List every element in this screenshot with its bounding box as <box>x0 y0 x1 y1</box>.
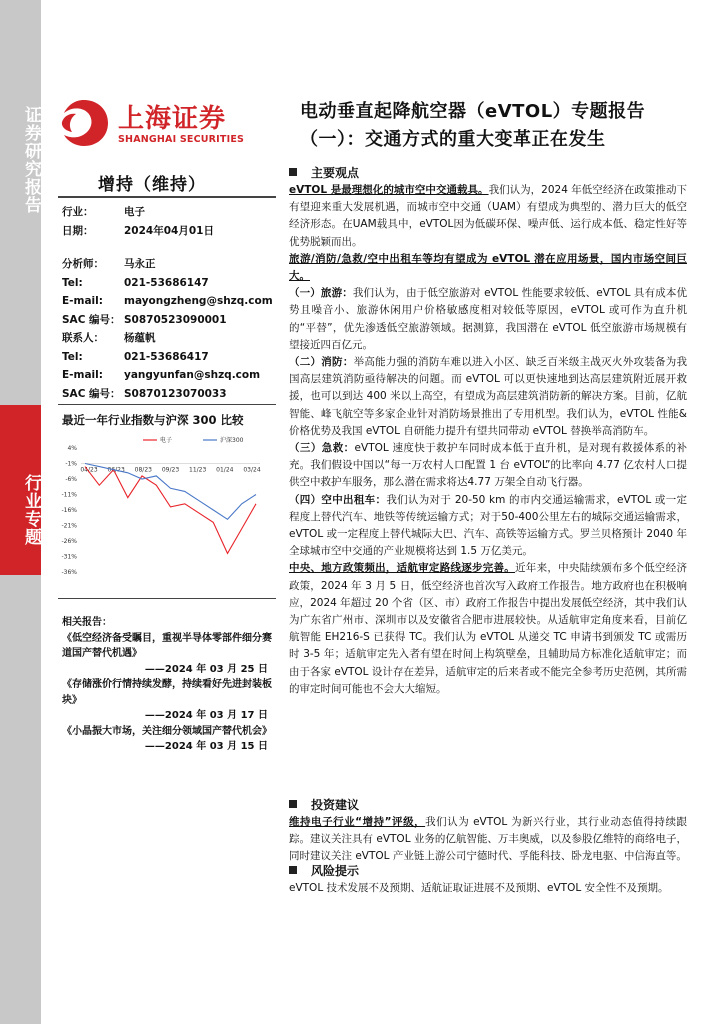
para-2: 旅游/消防/急救/空中出租车等均有望成为 eVTOL 潜在应用场景，国内市场空间巨大。 <box>289 252 687 283</box>
meta-tel-2: Tel: 021-53686417 <box>62 350 209 363</box>
para-firefighting: （二）消防：举高能力强的消防车难以进入小区、缺乏百米级主战灭火外攻装备为我国高层建筑消防亟待解决的问题。而 eVTOL 可以更快速地到达高层建筑附近展开救援，也可以到达 400 米以上高空，有望成为高层建筑消防新的解决方案。目前，亿航智能、峰飞航空等多家企业针对消防场景推出了专用机型。我们认为，eVTOL 性能&价格优势及我国 eVTOL 自研能力提升有望共同带动 eVTOL 替换举高消防车。 <box>289 356 688 437</box>
industry-rating: 增持（维持） <box>98 175 206 195</box>
x-tick-label: 04/23 <box>80 466 98 474</box>
y-tick-label: -11% <box>61 491 77 499</box>
risk-body <box>289 880 687 897</box>
meta-contact: 联系人： 杨蕴帆 <box>62 332 156 344</box>
related-report-1[interactable]: 《低空经济备受瞩目，重视半导体零部件细分赛道国产替代机遇》 <box>62 632 272 659</box>
meta-sac-2: SAC 编号： S0870123070033 <box>62 387 227 400</box>
invest-body <box>289 814 687 866</box>
section-invest-head: 投资建议 <box>289 796 359 813</box>
para-tourism: （一）旅游：我们认为，由于低空旅游对 eVTOL 性能要求较低、eVTOL 具有成本优势且噪音小、旅游休闲用户价格敏感度相对较低等原因，eVTOL 或可作为直升机的“平替”，优先渗透低空旅游领域。据测算，我国潜在 eVTOL 低空旅游市场规模有望接近四百亿元。 <box>289 287 687 351</box>
meta-tel-1: Tel: 021-53686147 <box>62 276 209 289</box>
bullet-square-icon <box>289 866 297 874</box>
y-tick-label: -21% <box>61 522 77 530</box>
meta-industry: 行业： 电子 <box>62 206 145 218</box>
y-tick-label: 4% <box>67 445 77 452</box>
x-tick-label: 06/23 <box>107 466 125 474</box>
meta-date: 日期： 2024年04月01日 <box>62 224 214 237</box>
meta-email-1: E-mail: mayongzheng@shzq.com <box>62 295 273 307</box>
x-tick-label: 08/23 <box>134 466 152 474</box>
y-tick-label: -6% <box>65 476 77 483</box>
para-policy: 中央、地方政策频出，适航审定路线逐步完善。近年来，中央陆续颁布多个低空经济政策，2024 年 3 月 5 日，低空经济也首次写入政府工作报告。地方政府也在积极响应，2024 年超过 20 个省（区、市）政府工作报告中提出发展低空经济，其中我们认为广东省广州市、深圳市以及安徽省合肥市进展较快。从适航审定角度来看，目前亿航智能 EH216-S 已获得 TC。我们认为 eVTOL 从递交 TC 申请书到颁发 TC 或需历时 3-5 年；适航审定先入者有望在时间上构筑壁垒，且辅助局方标准化适航审定；而由于各家 eVTOL 设计存在差异，适航审定的后来者或不能完全参考历史范例，其所需的审定时间可能也不会大大缩短。 <box>289 562 688 695</box>
section-risk-head: 风险提示 <box>289 862 359 879</box>
rating-divider <box>58 196 276 198</box>
sidebar-bottom-band <box>0 575 41 1024</box>
related-report-2[interactable]: 《存储涨价行情持续发酵，持续看好先进封装板块》 <box>62 679 272 706</box>
related-report-3[interactable]: 《小晶振大市场，关注细分领域国产替代机会》 <box>62 725 272 737</box>
y-tick-label: -16% <box>61 507 77 514</box>
logo-text-en: SHANGHAI SECURITIES <box>118 134 245 145</box>
report-title: 电动垂直起降航空器（eVTOL）专题报告（一）：交通方式的重大变革正在发生 <box>300 101 646 150</box>
related-date-3: ——2024 年 03 月 15 日 <box>144 741 268 752</box>
meta-divider <box>58 404 276 405</box>
index-chart <box>55 430 270 582</box>
y-tick-label: -36% <box>61 569 77 576</box>
series-line-0 <box>85 467 256 554</box>
chart-divider <box>58 598 276 599</box>
related-head: 相关报告： <box>62 617 112 628</box>
chart-svg <box>55 430 270 582</box>
logo-text-cn: 上海证券 <box>118 104 227 134</box>
sidebar-report-type: 证券研究报告 <box>21 106 41 214</box>
related-date-2: ——2024 年 03 月 17 日 <box>144 710 268 721</box>
chart-title: 最近一年行业指数与沪深 300 比较 <box>62 413 244 427</box>
meta-analyst: 分析师： 马永正 <box>62 258 156 270</box>
meta-sac-1: SAC 编号： S0870523090001 <box>62 313 227 326</box>
main-body <box>289 182 687 698</box>
para-risk: eVTOL 技术发展不及预期、适航证取证进展不及预期、eVTOL 安全性不及预期。 <box>289 882 669 894</box>
bullet-square-icon <box>289 168 297 176</box>
para-invest: 维持电子行业“增持”评级，我们认为 eVTOL 为新兴行业，其行业动态值得持续跟踪。建议关注具有 eVTOL 业务的亿航智能、万丰奥威，以及参股亿维特的商络电子，同时建议关注 eVTOL 产业链上游公司宁德时代、孚能科技、卧龙电驱、中信海直等。 <box>289 816 687 863</box>
meta-email-2: E-mail: yangyunfan@shzq.com <box>62 369 261 381</box>
legend-label-1: 沪深300 <box>220 437 244 444</box>
para-emergency: （三）急救：eVTOL 速度快于救护车同时成本低于直升机，是对现有救援体系的补充。我们假设中国以“每一万农村人口配置 1 台 eVTOL”的比率向 4.77 亿农村人口提供空中救护车服务，那么潜在需求将达4.77 万架全自动飞行器。 <box>289 442 687 489</box>
para-1: eVTOL 是最理想化的城市空中交通载具。我们认为，2024 年低空经济在政策推动下有望迎来重大发展机遇，而城市空中交通（UAM）有望成为典型的、潜力巨大的低空经济形态。在UAM载具中，eVTOL因为低碳环保、噪声低、运行成本低、稳定性好等优势脱颖而出。 <box>289 184 687 248</box>
y-tick-label: -1% <box>65 460 77 468</box>
y-tick-label: -26% <box>61 538 77 545</box>
x-tick-label: 09/23 <box>161 466 180 474</box>
bullet-square-icon <box>289 800 297 808</box>
related-reports <box>62 615 274 755</box>
section-main-head: 主要观点 <box>289 164 359 181</box>
logo-mark-icon <box>58 98 110 148</box>
report-meta <box>62 203 282 403</box>
y-tick-label: -31% <box>61 553 77 561</box>
company-logo <box>58 98 253 152</box>
x-tick-label: 01/24 <box>216 466 234 474</box>
para-air-taxi: （四）空中出租车：我们认为对于 20-50 km 的市内交通运输需求，eVTOL 或一定程度上替代汽车、地铁等传统运输方式；对于50-400公里左右的城际交通运输需求，eVTOL 或一定程度上替代城际大巴、汽车、高铁等运输方式。罗兰贝格预计 2040 年全球城市空中交通的产业规模将达到 1.5 万亿美元。 <box>289 493 688 558</box>
sidebar-category: 行业专题 <box>21 474 41 546</box>
legend-label-0: 电子 <box>160 437 173 444</box>
x-tick-label: 11/23 <box>189 466 207 474</box>
related-date-1: ——2024 年 03 月 25 日 <box>144 663 268 675</box>
x-tick-label: 03/24 <box>243 466 261 474</box>
